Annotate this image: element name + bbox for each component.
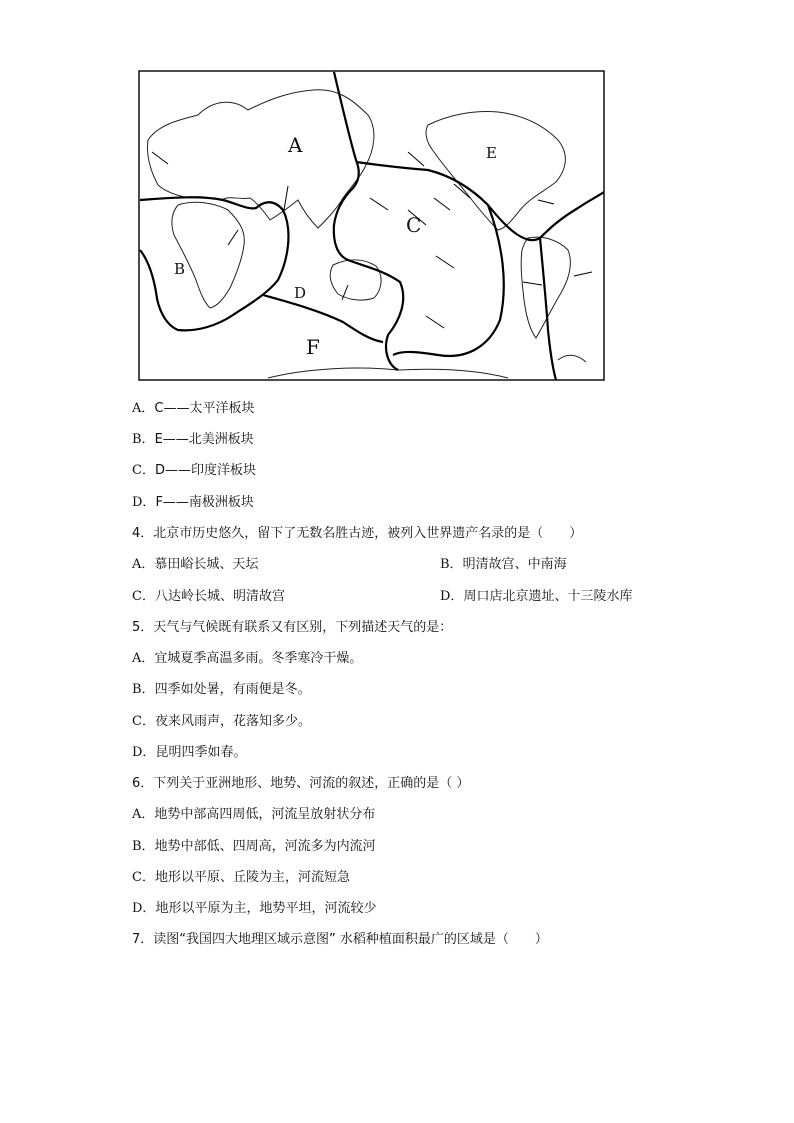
q3-option-b[interactable]: B．E——北美洲板块 [132,432,254,447]
q4-option-a[interactable]: A．慕田峪长城、天坛 [132,557,259,572]
q4-stem: 4．北京市历史悠久，留下了无数名胜古迹，被列入世界遗产名录的是（ ） [132,526,583,541]
q5-option-c[interactable]: C．夜来风雨声，花落知多少。 [132,714,311,729]
map-frame [139,71,604,380]
q5-option-b[interactable]: B．四季如处暑，有雨便是冬。 [132,682,311,697]
q6-option-b[interactable]: B．地势中部低、四周高，河流多为内流河 [132,839,376,854]
plate-label-b: B [174,260,186,278]
q5-stem: 5．天气与气候既有联系又有区别，下列描述天气的是： [132,620,453,635]
q6-option-d[interactable]: D．地形以平原为主，地势平坦，河流较少 [132,901,377,916]
q6-stem: 6．下列关于亚洲地形、地势、河流的叙述，正确的是（ ） [132,776,470,791]
q5-option-d[interactable]: D．昆明四季如春。 [132,745,247,760]
q4-option-b[interactable]: B．明清故宫、中南海 [440,557,567,572]
plate-label-f: F [306,335,320,359]
plate-map-figure [138,70,605,381]
q3-option-c[interactable]: C．D——印度洋板块 [132,463,256,478]
q4-option-c[interactable]: C．八达岭长城、明清故宫 [132,589,285,604]
plate-label-e: E [486,144,497,162]
q3-option-a[interactable]: A．C——太平洋板块 [132,401,255,416]
plate-map [138,70,605,381]
plate-label-a: A [288,133,303,157]
q6-option-a[interactable]: A．地势中部高四周低，河流呈放射状分布 [132,807,376,822]
plate-label-c: C [406,213,422,237]
q7-stem: 7．读图“我国四大地理区域示意图” 水稻种植面积最广的区域是（ ） [132,932,548,947]
q3-option-d[interactable]: D．F——南极洲板块 [132,495,254,510]
q4-option-d[interactable]: D．周口店北京遗址、十三陵水库 [440,589,633,604]
q6-option-c[interactable]: C．地形以平原、丘陵为主，河流短急 [132,870,350,885]
q5-option-a[interactable]: A．宜城夏季高温多雨。冬季寒冷干燥。 [132,651,363,666]
plate-label-d: D [294,284,307,302]
